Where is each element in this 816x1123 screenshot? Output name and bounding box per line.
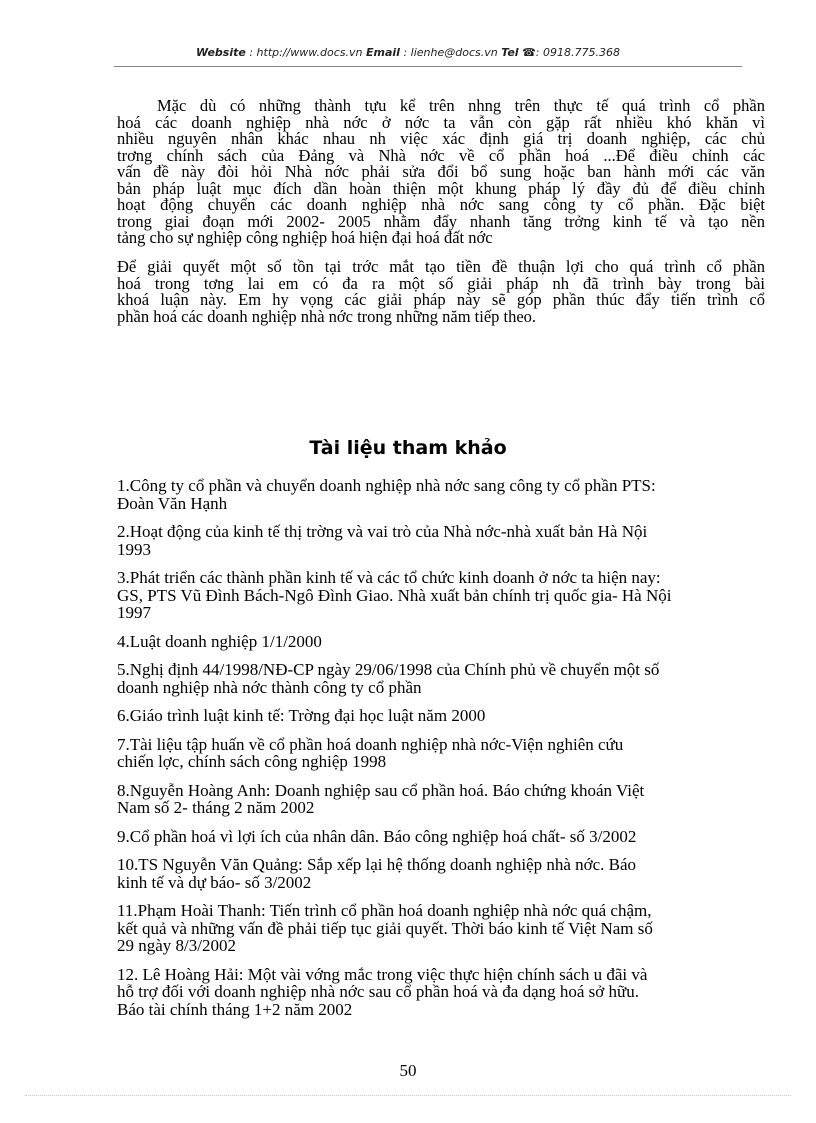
reference-line: 10.TS Nguyễn Văn Quảng: Sắp xếp lại hệ thống doanh nghiệp nhà nớc. Báo [117,855,637,874]
paragraph-line: khoá luận này. Em hy vọng các giải pháp này sẽ góp phần thúc đẩy tiến trình cổ [117,290,765,309]
reference-line: 7.Tài liệu tập huấn về cổ phần hoá doanh nghiệp nhà nớc-Viện nghiên cứu [117,734,624,754]
reference-line: 1993 [117,539,151,559]
reference-item [117,782,737,817]
paragraph-line: hoá các doanh nghiệp nhà nớc ở nớc ta vẫn còn gặp rất nhiều khó khăn vì [117,112,765,132]
reference-line: Nam số 2- tháng 2 năm 2002 [117,798,315,817]
paragraph-line: Mặc dù có những thành tựu kể trên nhng trên thực tế quá trình cổ phần [157,96,765,115]
reference-line: 9.Cổ phần hoá vì lợi ích của nhân dân. Báo công nghiệp hoá chất- số 3/2002 [117,826,637,846]
phone-icon: ☎ [522,46,536,59]
paragraph-line: trơng chính sách của Đảng và Nhà nớc về cổ phần hoá ...Để điều chỉnh các [117,145,765,165]
reference-item [117,736,737,771]
page-bottom-border [25,1095,791,1096]
reference-line: GS, PTS Vũ Đình Bách-Ngô Đình Giao. Nhà xuất bản chính trị quốc gia- Hà Nội [117,585,672,605]
reference-line: 4.Luật doanh nghiệp 1/1/2000 [117,631,322,651]
reference-line: chiến lợc, chính sách công nghiệp 1998 [117,752,387,771]
reference-line: 1997 [117,603,151,622]
paragraph-line: phần hoá các doanh nghiệp nhà nớc trong những năm tiếp theo. [117,306,537,326]
reference-item [117,828,737,846]
reference-line: doanh nghiệp nhà nớc thành công ty cổ phần [117,677,422,697]
page-header [0,46,816,59]
references-list [117,477,737,1029]
paragraph-line: hoá trong tơng lai em có đa ra một số giải pháp nh đã trình bày trong bài [117,273,765,293]
reference-item [117,902,737,955]
website-url[interactable]: : http://www.docs.vn [249,46,363,59]
reference-line: kết quả và những vấn đề phải tiếp tục giải quyết. Thời báo kinh tế Việt Nam số [117,918,653,938]
paragraph-line: tảng cho sự nghiệp công nghiệp hoá hiện đại hoá đất nớc [117,228,493,247]
reference-line: kinh tế và dự báo- số 3/2002 [117,872,312,892]
paragraph-1 [117,98,765,247]
reference-line: 6.Giáo trình luật kinh tế: Trờng đại học luật năm 2000 [117,706,486,725]
reference-item [117,477,737,512]
paragraph-line: nhiều nguyên nhân khác nhau nh việc xác định giá trị doanh nghiệp, các chủ [117,129,765,148]
reference-item [117,633,737,651]
paragraph-line: hoạt động chuyển các doanh nghiệp nhà nớc sang công ty cổ phần. Đặc biệt [117,195,765,214]
header-divider [114,66,742,67]
references-title: Tài liệu tham khảo [309,437,507,459]
paragraph-line: trong giai đoạn mới 2002- 2005 nhằm đẩy nhanh tăng trởng kinh tế và tạo nền [117,211,765,231]
reference-item [117,966,737,1019]
reference-line: hỗ trợ đối với doanh nghiệp nhà nớc sau cổ phần hoá và đa dạng hoá sở hữu. [117,982,640,1001]
paragraph-2 [117,259,765,325]
reference-item [117,661,737,696]
paragraph-line: Để giải quyết một số tồn tại trớc mắt tạo tiền đề thuận lợi cho quá trình cổ phần [117,257,765,276]
reference-line: 3.Phát triển các thành phần kinh tế và các tổ chức kinh doanh ở nớc ta hiện nay: [117,568,661,587]
website-label: Website [196,46,246,59]
reference-item [117,523,737,558]
reference-line: Báo tài chính tháng 1+2 năm 2002 [117,999,353,1019]
reference-line: 29 ngày 8/3/2002 [117,936,236,955]
email-address[interactable]: : lienhe@docs.vn [403,46,498,59]
reference-line: 2.Hoạt động của kinh tế thị trờng và vai trò của Nhà nớc-nhà xuất bản Hà Nội [117,522,648,541]
reference-line: 8.Nguyễn Hoàng Anh: Doanh nghiệp sau cổ phần hoá. Báo chứng khoán Việt [117,780,645,800]
paragraph-line: vấn đề này đòi hỏi Nhà nớc phải sửa đổi bổ sung hoặc ban hành mới các văn [117,162,765,181]
reference-item [117,856,737,891]
reference-item [117,707,737,725]
reference-line: Đoàn Văn Hạnh [117,493,228,513]
reference-line: 11.Phạm Hoài Thanh: Tiến trình cổ phần hoá doanh nghiệp nhà nớc quá chậm, [117,901,652,920]
email-label: Email [366,46,400,59]
tel-label: Tel [501,46,519,59]
tel-number: : 0918.775.368 [535,46,620,59]
reference-line: 1.Công ty cổ phần và chuyển doanh nghiệp nhà nớc sang công ty cổ phần PTS: [117,476,656,495]
reference-line: 5.Nghị định 44/1998/NĐ-CP ngày 29/06/1998 của Chính phủ về chuyển một số [117,660,660,679]
paragraph-line: bản pháp luật mục đích dần hoàn thiện một khung pháp lý đầy đủ để điều chỉnh [117,178,765,198]
reference-item [117,569,737,622]
page-number: 50 [399,1061,417,1080]
reference-line: 12. Lê Hoàng Hải: Một vài vớng mắc trong việc thực hiện chính sách u đãi và [117,964,648,984]
